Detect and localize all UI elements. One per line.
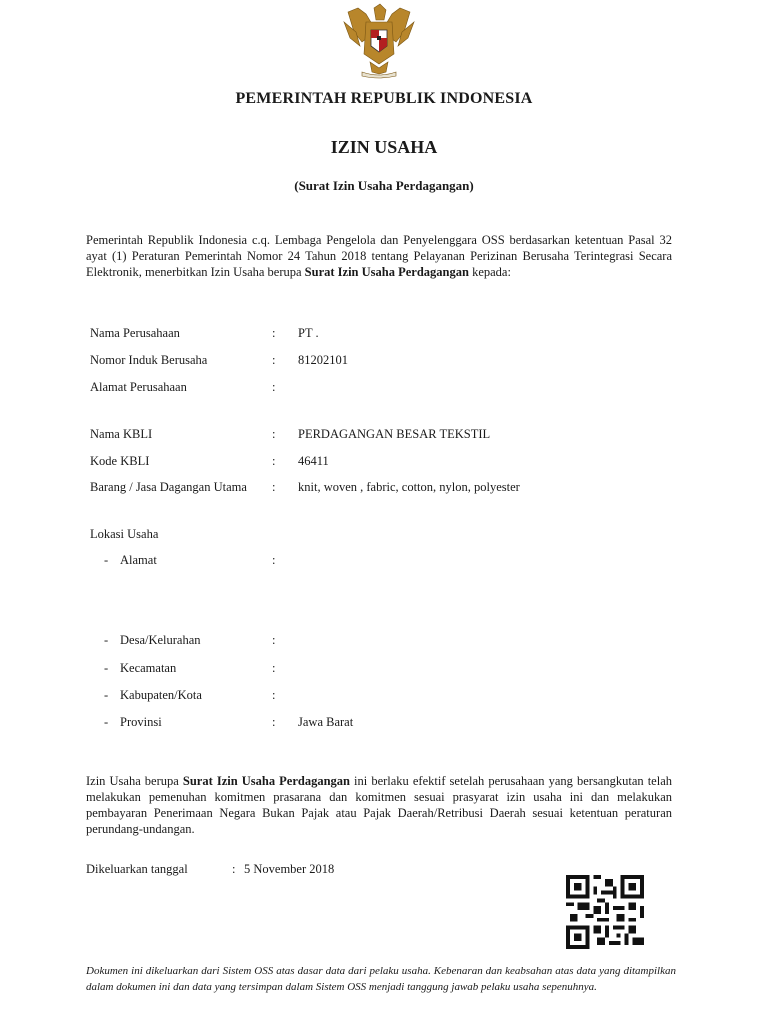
bullet-dash: -: [104, 553, 109, 567]
field-value: PT .: [298, 326, 319, 340]
field-separator: :: [272, 380, 276, 394]
closing-text: Izin Usaha berupa: [86, 774, 183, 788]
intro-text: Pemerintah Republik Indonesia c.q. Lembaga Pengelola dan Penyelenggara OSS berdasarkan ketentuan Pasal 32 ayat (1) Peraturan Pemerintah Nomor 24 Tahun 2018 tentang Pelayanan Perizinan Berusaha Terintegrasi Secara Elektronik, menerbitkan Izin Usaha berupa: [86, 233, 672, 279]
field-value: Jawa Barat: [298, 715, 354, 729]
field-separator: :: [272, 661, 276, 675]
field-label: Nama Perusahaan: [90, 326, 180, 340]
field-separator: :: [272, 454, 276, 468]
field-label: Kecamatan: [120, 661, 177, 675]
issued-date-row: [86, 862, 335, 877]
field-label: Nama KBLI: [90, 427, 153, 441]
closing-permit-name: Surat Izin Usaha Perdagangan: [182, 774, 350, 788]
field-label: Barang / Jasa Dagangan Utama: [90, 480, 247, 494]
bullet-dash: -: [104, 688, 109, 702]
bullet-dash: -: [104, 633, 109, 647]
field-separator: :: [272, 480, 276, 494]
field-separator: :: [272, 427, 276, 441]
field-label: Alamat Perusahaan: [90, 380, 187, 394]
government-title: PEMERINTAH REPUBLIK INDONESIA: [235, 90, 533, 107]
field-label: Kode KBLI: [90, 454, 150, 468]
garuda-emblem-icon: [340, 2, 418, 80]
qr-code-icon: [565, 875, 645, 949]
disclaimer-footer: Dokumen ini dikeluarkan dari Sistem OSS atas dasar data dari pelaku usaha. Kebenaran dan keabsahan atas data yang ditampilkan dalam dokumen ini dan data yang tersimpan dalam Sistem OSS menjadi tanggung jawab pelaku usaha sepenuhnya.: [86, 965, 676, 993]
closing-paragraph: [86, 773, 672, 837]
field-separator: :: [272, 633, 276, 647]
bullet-dash: -: [104, 715, 109, 729]
field-separator: :: [272, 326, 276, 340]
location-heading: Lokasi Usaha: [90, 527, 159, 541]
field-separator: :: [272, 553, 276, 567]
issued-label: Dikeluarkan tanggal: [86, 862, 188, 876]
document-subtitle: (Surat Izin Usaha Perdagangan): [294, 178, 474, 193]
field-label: Provinsi: [120, 715, 162, 729]
field-label: Kabupaten/Kota: [120, 688, 202, 702]
field-value: 81202101: [298, 353, 348, 367]
field-label: Desa/Kelurahan: [120, 633, 201, 647]
field-label: Alamat: [120, 553, 157, 567]
document-title: IZIN USAHA: [330, 137, 438, 157]
field-separator: :: [272, 353, 276, 367]
field-value: 46411: [298, 454, 329, 468]
intro-permit-name: Surat Izin Usaha Perdagangan: [304, 265, 469, 279]
field-separator: :: [272, 688, 276, 702]
field-separator: :: [272, 715, 276, 729]
field-value: knit, woven , fabric, cotton, nylon, polyester: [298, 480, 520, 494]
issued-separator: :: [232, 862, 236, 876]
intro-text-end: kepada:: [468, 265, 511, 279]
issued-date: 5 November 2018: [244, 862, 335, 876]
bullet-dash: -: [104, 661, 109, 675]
closing-text-end: ini berlaku efektif setelah perusahaan yang bersangkutan telah melakukan pemenuhan komitmen prasarana dan komitmen sesuai prasyarat izin usaha ini dan melakukan pembayaran Penerimaan Negara Bukan Pajak atau Pajak Daerah/Retribusi Daerah sesuai ketentuan peraturan perundang-undangan.: [86, 774, 672, 836]
field-value: PERDAGANGAN BESAR TEKSTIL: [298, 427, 491, 441]
field-label: Nomor Induk Berusaha: [90, 353, 208, 367]
intro-paragraph: [86, 232, 672, 280]
